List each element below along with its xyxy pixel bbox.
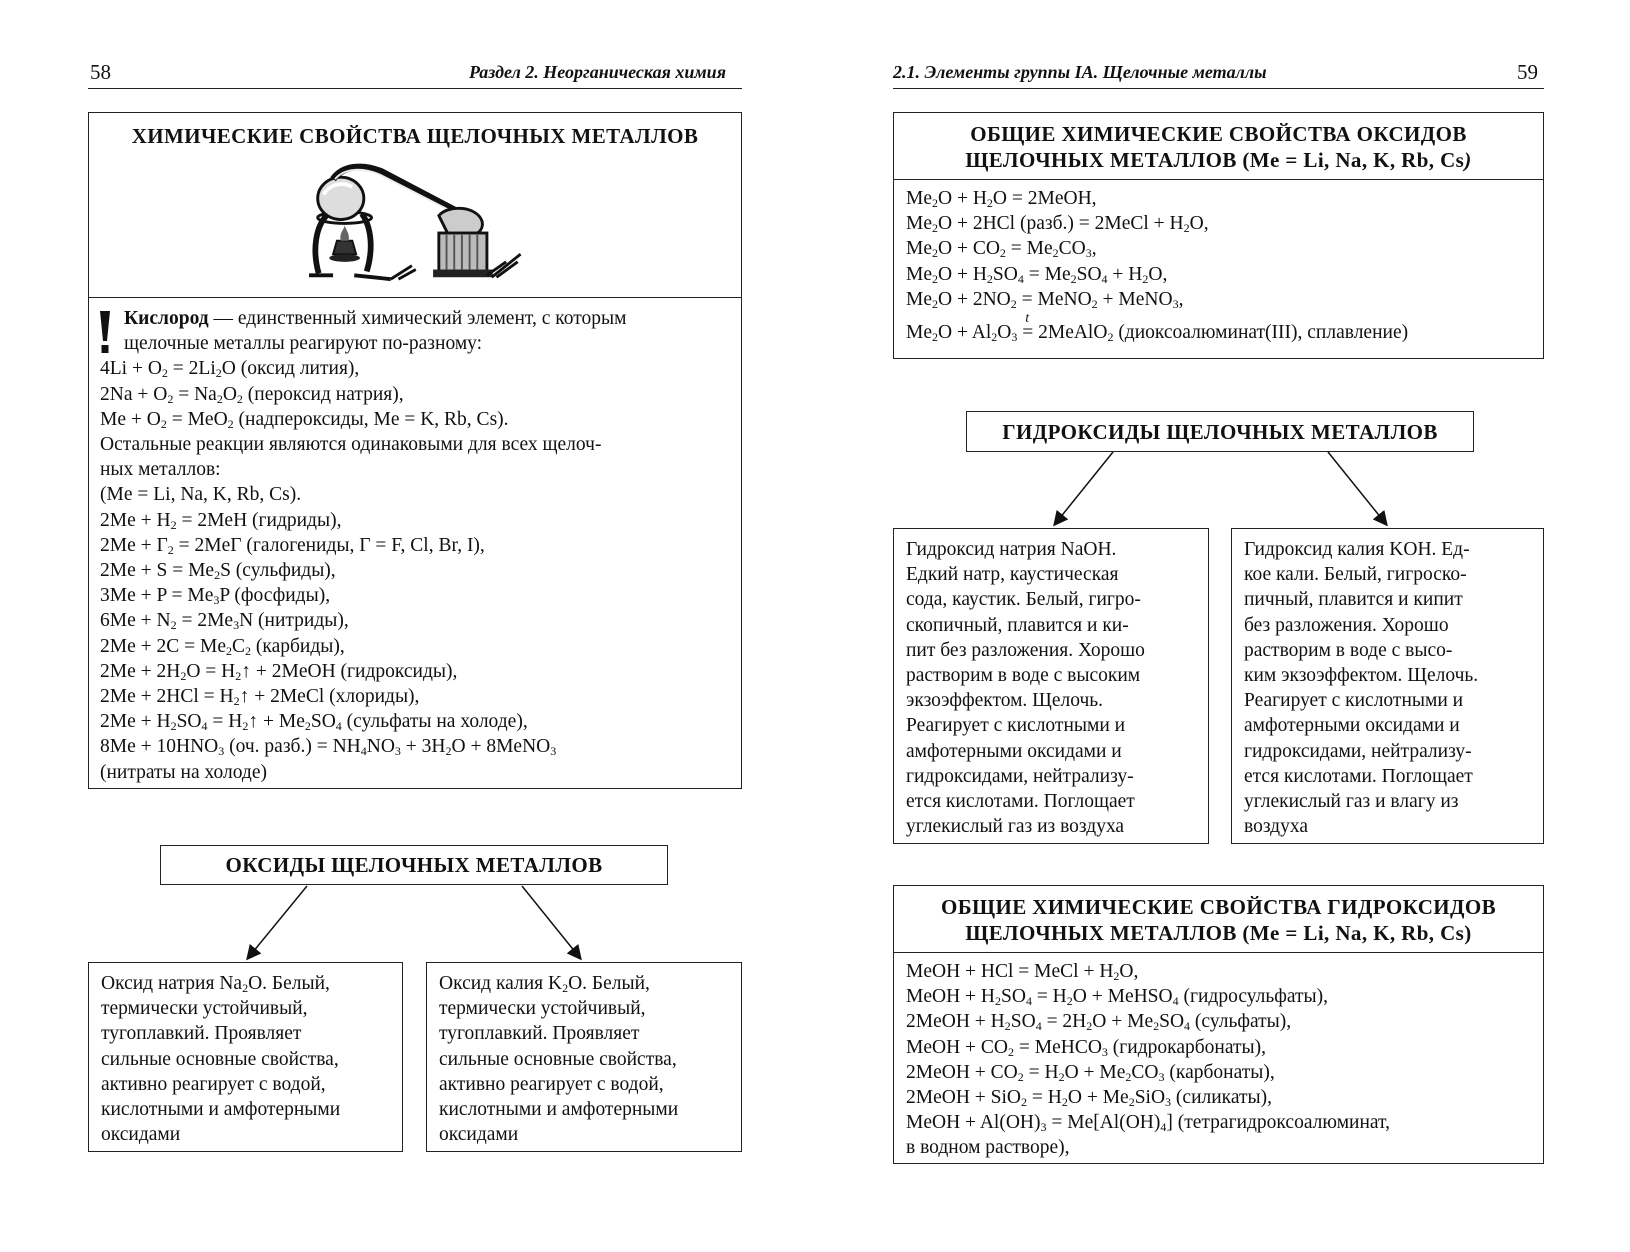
- potassium-oxide-line: Оксид калия $K_2O$. Белый,: [439, 973, 650, 995]
- naoh-line: ется кислотами. Поглощает: [906, 791, 1135, 813]
- koh-line: воздуха: [1244, 816, 1308, 838]
- koh-line: кое кали. Белый, гигроско-: [1244, 564, 1467, 586]
- chem-line: $8Me + 10HNO_3$ (оч. разб.) = $NH_4NO_3 + 3H_2O$ + 8MeNO$_3$: [100, 736, 557, 759]
- naoh-line: растворим в воде с высоким: [906, 665, 1141, 687]
- sodium-oxide-line: Оксид натрия $Na_2O$. Белый,: [101, 973, 330, 995]
- hydroxide-line: MeOH + $H_2SO_4 = H_2O$ + MeHSO$_4$ (гидросульфаты),: [906, 986, 1329, 1009]
- chem-line: $Me + O_2 = MeO_2$ (надпероксиды, Me = K, Rb, Cs).: [100, 408, 509, 431]
- koh-line: без разложения. Хорошо: [1244, 614, 1449, 636]
- left-header-rule: [88, 88, 742, 89]
- chem-line: Кислород — единственный химический элемент, с которым: [124, 308, 627, 329]
- fusion-left: $Me_2O + Al_2O_3$: [906, 322, 1018, 345]
- left-running-head: Раздел 2. Неорганическая химия: [469, 62, 726, 82]
- oxide-line: $Me_2O + CO_2 = Me_2CO_3$,: [906, 238, 1097, 261]
- naoh-line: амфотерными оксидами и: [906, 740, 1122, 762]
- oxides-title: ОКСИДЫ ЩЕЛОЧНЫХ МЕТАЛЛОВ: [225, 853, 603, 877]
- koh-line: Гидроксид калия KOH. Ед-: [1244, 539, 1470, 560]
- potassium-oxide-line: кислотными и амфотерными: [439, 1099, 679, 1121]
- oxide-line: $Me_2O + 2NO_2$ = MeNO$_2$ + MeNO$_3$,: [906, 288, 1184, 311]
- hydroxide-arrow-left: [1055, 452, 1113, 524]
- chem-line: Остальные реакции являются одинаковыми для всех щелоч-: [100, 434, 602, 456]
- hydroxide-line: 2MeOH + $H_2SO_4 = 2H_2O + Me_2SO_4$ (сульфаты),: [906, 1011, 1292, 1034]
- oxide-props-text: [894, 180, 1543, 345]
- chem-line: $2Me + H_2SO_4$ = $H_2↑ + Me_2SO_4$ (сульфаты на холоде),: [100, 711, 528, 734]
- hydroxide-props-box: [893, 885, 1544, 1164]
- naoh-line: экзоэффектом. Щелочь.: [906, 690, 1104, 712]
- chem-line: ных металлов:: [100, 459, 221, 481]
- hydroxides-title-box: [966, 411, 1474, 452]
- chem-line: $3Me + P = Me_3P$ (фосфиды),: [100, 585, 331, 608]
- hydroxide-line: MeOH + HCl = MeCl + $H_2O$,: [906, 961, 1139, 983]
- sodium-oxide-line: сильные основные свойства,: [101, 1048, 339, 1070]
- oxide-arrow-left: [248, 886, 307, 958]
- chem-props-text: [100, 306, 733, 785]
- sodium-oxide-line: кислотными и амфотерными: [101, 1099, 341, 1121]
- naoh-line: сода, каустик. Белый, гигро-: [906, 589, 1141, 611]
- oxide-fusion-line: [906, 311, 1531, 345]
- chem-line: $2Me + S = Me_2S$ (сульфиды),: [100, 560, 336, 583]
- naoh-line: углекислый газ из воздуха: [906, 816, 1125, 838]
- oxide-props-title: [894, 113, 1543, 180]
- hydroxide-line: MeOH + $Al(OH)_3 = Me[Al(OH)_4]$ (тетрагидроксоалюминат,: [906, 1112, 1390, 1135]
- hydroxide-line: в водном растворе),: [906, 1137, 1070, 1159]
- right-running-head: 2.1. Элементы группы IA. Щелочные металлы: [893, 62, 1267, 82]
- oxide-props-title-line: ОБЩИЕ ХИМИЧЕСКИЕ СВОЙСТВА ОКСИДОВ: [970, 122, 1467, 146]
- hydroxide-arrow-right: [1328, 452, 1386, 524]
- koh-line: ется кислотами. Поглощает: [1244, 765, 1473, 787]
- chem-line: щелочные металлы реагируют по-разному:: [124, 333, 483, 355]
- koh-box: [1231, 528, 1544, 844]
- sodium-oxide-line: активно реагирует с водой,: [101, 1073, 326, 1095]
- hydroxide-props-text: [894, 953, 1543, 1161]
- fusion-equals: = t: [1022, 320, 1033, 345]
- naoh-line: пит без разложения. Хорошо: [906, 639, 1145, 661]
- koh-line: гидроксидами, нейтрализу-: [1244, 740, 1472, 762]
- potassium-oxide-line: оксидами: [439, 1124, 519, 1146]
- naoh-line: гидроксидами, нейтрализу-: [906, 765, 1134, 787]
- potassium-oxide-line: тугоплавкий. Проявляет: [439, 1023, 640, 1045]
- oxide-props-title-line: ЩЕЛОЧНЫХ МЕТАЛЛОВ (Me = Li, Na, K, Rb, Cs): [965, 148, 1472, 172]
- koh-line: углекислый газ и влагу из: [1244, 791, 1459, 813]
- chem-props-box: [88, 112, 742, 789]
- chem-line: $6Me + N_2 = 2Me_3N$ (нитриды),: [100, 610, 349, 633]
- potassium-oxide-line: сильные основные свойства,: [439, 1048, 677, 1070]
- koh-line: растворим в воде с высо-: [1244, 639, 1453, 661]
- potassium-oxide-line: активно реагирует с водой,: [439, 1073, 664, 1095]
- right-page-number: 59: [1517, 60, 1538, 84]
- chem-line: $4Li + O_2 = 2Li_2O$ (оксид лития),: [100, 358, 360, 381]
- chem-line: $2Me + 2HCl = H_2↑$ + 2MeCl (хлориды),: [100, 686, 420, 709]
- potassium-oxide-box: [426, 962, 742, 1152]
- hydroxide-props-title-line: ЩЕЛОЧНЫХ МЕТАЛЛОВ (Me = Li, Na, K, Rb, Cs): [965, 921, 1472, 945]
- koh-line: амфотерными оксидами и: [1244, 715, 1460, 737]
- naoh-line: Едкий натр, каустическая: [906, 564, 1119, 586]
- chem-line: $2Me + H_2 = 2MeH$ (гидриды),: [100, 509, 342, 532]
- hydroxide-props-title: [894, 886, 1543, 953]
- oxide-line: $Me_2O + H_2O$ = 2MeOH,: [906, 188, 1097, 210]
- fusion-right: 2MeAlO$_2$ (диоксоалюминат(III), сплавление): [1033, 322, 1409, 345]
- hydroxide-line: 2MeOH + $SiO_2 = H_2O + Me_2SiO_3$ (силикаты),: [906, 1087, 1272, 1110]
- oxide-line: $Me_2O + 2HCl$ (разб.) = 2MeCl + $H_2O$,: [906, 213, 1209, 236]
- naoh-line: Реагирует с кислотными и: [906, 715, 1126, 737]
- oxide-props-box: [893, 112, 1544, 359]
- fusion-condition: t: [1025, 311, 1030, 327]
- koh-line: пичный, плавится и кипит: [1244, 589, 1463, 611]
- oxides-title-box: [160, 845, 668, 885]
- hydroxide-line: MeOH + $CO_2$ = MeHCO$_3$ (гидрокарбонаты),: [906, 1036, 1266, 1059]
- sodium-oxide-line: оксидами: [101, 1124, 181, 1146]
- chem-line: $2Me + 2H_2O$ = $H_2↑$ + 2MeOH (гидроксиды),: [100, 660, 458, 683]
- chem-line: $2Me + 2C = Me_2C_2$ (карбиды),: [100, 635, 345, 658]
- left-page-number: 58: [90, 60, 111, 84]
- hydroxide-props-title-line: ОБЩИЕ ХИМИЧЕСКИЕ СВОЙСТВА ГИДРОКСИДОВ: [940, 895, 1497, 919]
- right-header-rule: [893, 88, 1544, 89]
- potassium-oxide-line: термически устойчивый,: [439, 998, 646, 1020]
- chem-line: (Me = Li, Na, K, Rb, Cs).: [100, 484, 302, 506]
- sodium-oxide-line: тугоплавкий. Проявляет: [101, 1023, 302, 1045]
- naoh-line: скопичный, плавится и ки-: [906, 614, 1129, 636]
- koh-line: Реагирует с кислотными и: [1244, 690, 1464, 712]
- oxide-line: $Me_2O + H_2SO_4 = Me_2SO_4 + H_2O$,: [906, 263, 1168, 286]
- sodium-oxide-box: [88, 962, 403, 1152]
- naoh-line: Гидроксид натрия NaOH.: [906, 539, 1117, 560]
- oxide-arrow-right: [522, 886, 580, 958]
- chem-line: (нитраты на холоде): [100, 761, 267, 783]
- hydroxide-line: 2MeOH + $CO_2 = H_2O + Me_2CO_3$ (карбонаты),: [906, 1061, 1275, 1084]
- sodium-oxide-line: термически устойчивый,: [101, 998, 308, 1020]
- naoh-box: [893, 528, 1209, 844]
- hydroxides-title: ГИДРОКСИДЫ ЩЕЛОЧНЫХ МЕТАЛЛОВ: [1002, 419, 1438, 444]
- chem-line: $2Na + O_2 = Na_2O_2$ (пероксид натрия),: [100, 383, 404, 406]
- chem-props-title: ХИМИЧЕСКИЕ СВОЙСТВА ЩЕЛОЧНЫХ МЕТАЛЛОВ: [131, 124, 699, 148]
- chem-line: $2Me + Г_2 = 2MeГ$ (галогениды, Г = F, Cl, Br, I),: [100, 534, 485, 557]
- retort-apparatus-illustration: [294, 158, 526, 283]
- koh-line: ким экзоэффектом. Щелочь.: [1244, 665, 1479, 687]
